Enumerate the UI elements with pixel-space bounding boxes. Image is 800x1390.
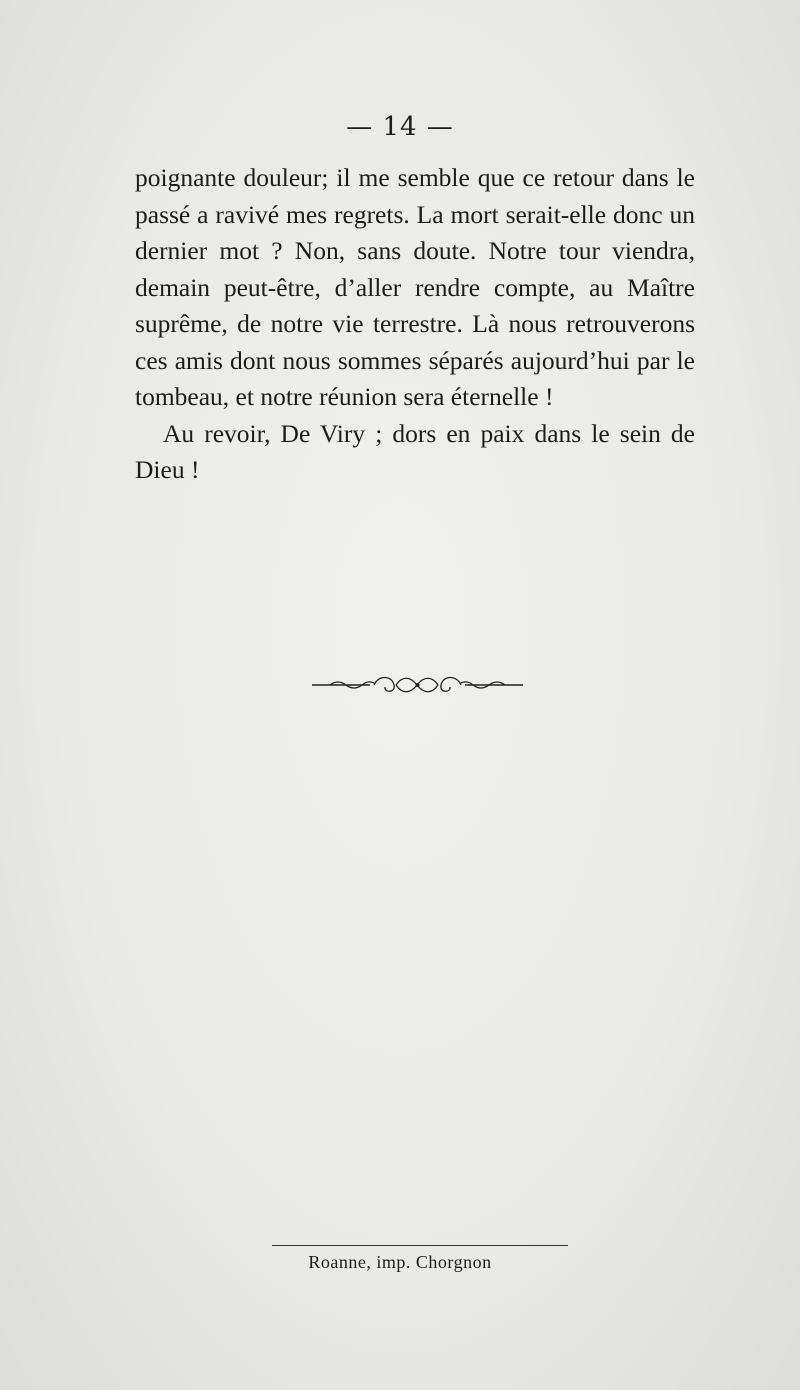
printer-imprint: Roanne, imp. Chorgnon — [308, 1252, 492, 1272]
body-text — [135, 160, 695, 489]
page-number: — 14 — — [346, 112, 454, 142]
footer-rule — [272, 1245, 568, 1246]
paragraph-1: poignante douleur; il me semble que ce retour dans le passé a ravivé mes regrets. La mort serait-elle donc un dernier mot ? Non, sans doute. Notre tour viendra, demain peut-être, d’aller rendre compte, au Maître suprême, de notre vie terrestre. Là nous retrouverons ces amis dont nous sommes séparés aujourd’hui par le tombeau, et notre réunion sera éternelle ! — [135, 163, 695, 411]
scroll-ornament-icon — [310, 670, 525, 700]
paragraph-2: Au revoir, De Viry ; dors en paix dans le sein de Dieu ! — [135, 418, 695, 484]
